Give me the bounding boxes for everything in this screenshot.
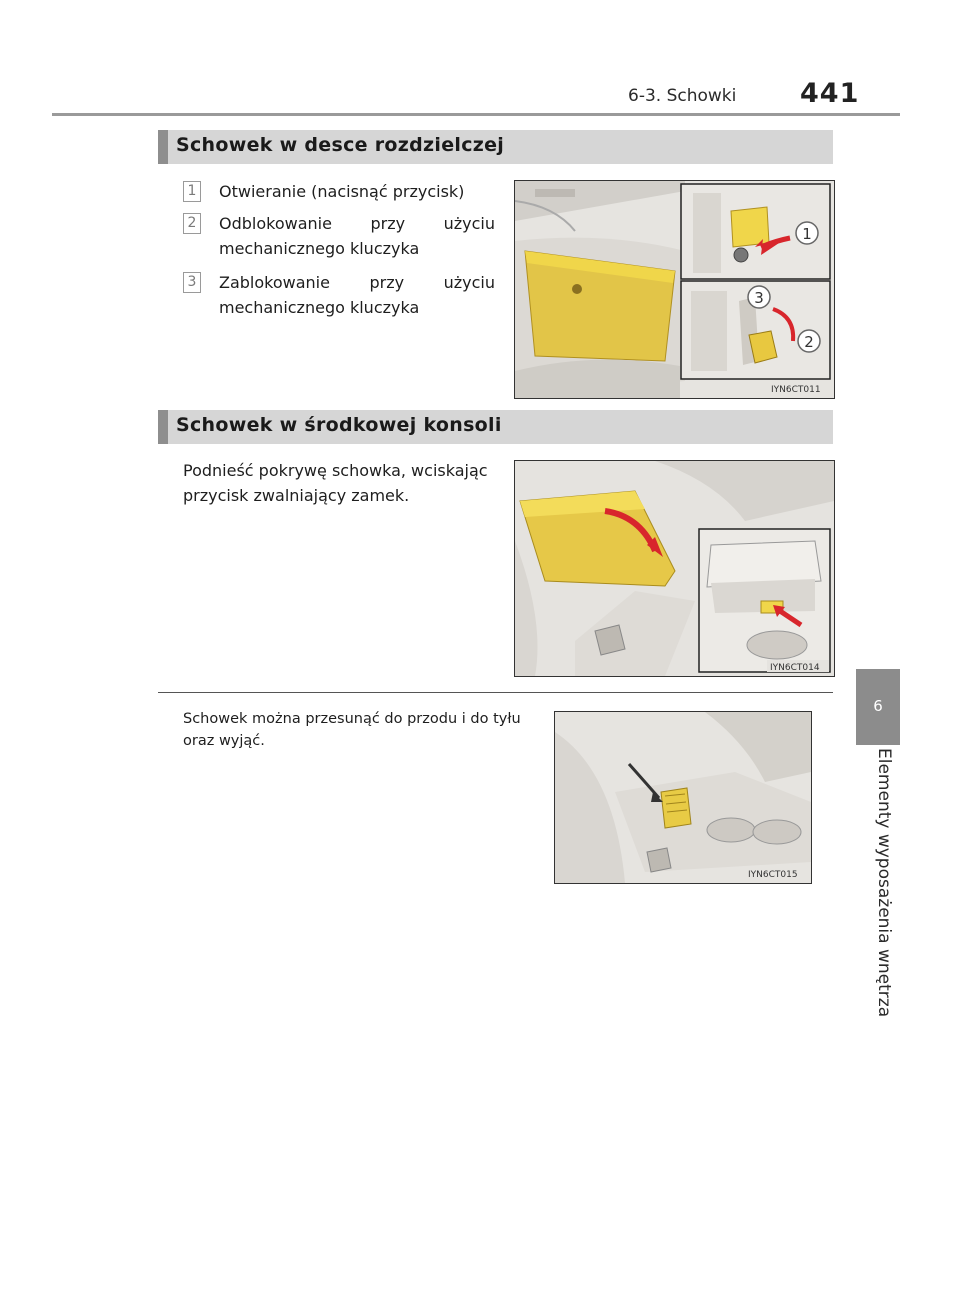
- console-illustration: [514, 460, 835, 677]
- step-2-text: Odblokowanie przy użyciu mechanicznego kluczyka: [219, 214, 495, 258]
- glovebox-illustration: [514, 180, 835, 399]
- console-instructions: Podnieść pokrywę schowka, wciskając przycisk zwalniający zamek.: [183, 461, 488, 505]
- glovebox-drawing: [515, 181, 834, 398]
- figure-code-1: IYN6CT011: [771, 385, 821, 395]
- section-title: 6-3. Schowki: [628, 86, 737, 106]
- tray-illustration: [554, 711, 812, 884]
- console-heading-text: Schowek w środkowej konsoli: [176, 414, 502, 436]
- step-1-text: Otwieranie (nacisnąć przycisk): [219, 182, 465, 201]
- console-heading: [158, 410, 833, 444]
- glovebox-heading: [158, 130, 833, 164]
- step-2-number: 2: [183, 213, 201, 234]
- header-rule: [52, 113, 900, 116]
- step-3-text: Zablokowanie przy użyciu mechanicznego kluczyka: [219, 273, 495, 317]
- callout-2: 2: [804, 333, 814, 351]
- console-drawing: [515, 461, 834, 676]
- tray-drawing: [555, 712, 811, 883]
- chapter-number: 6: [873, 697, 883, 715]
- figure-code-2: IYN6CT014: [770, 663, 820, 673]
- glovebox-heading-text: Schowek w desce rozdzielczej: [176, 134, 505, 156]
- step-3-number: 3: [183, 272, 201, 293]
- page-number: 441: [800, 78, 860, 109]
- note-divider: [158, 692, 833, 693]
- figure-code-3: IYN6CT015: [748, 870, 798, 880]
- step-1-number: 1: [183, 181, 201, 202]
- callout-3: 3: [754, 289, 764, 307]
- note-text: Schowek można przesunąć do przodu i do tyłu oraz wyjąć.: [183, 711, 521, 749]
- chapter-label: Elementy wyposażenia wnętrza: [874, 748, 894, 1018]
- callout-1: 1: [802, 225, 812, 243]
